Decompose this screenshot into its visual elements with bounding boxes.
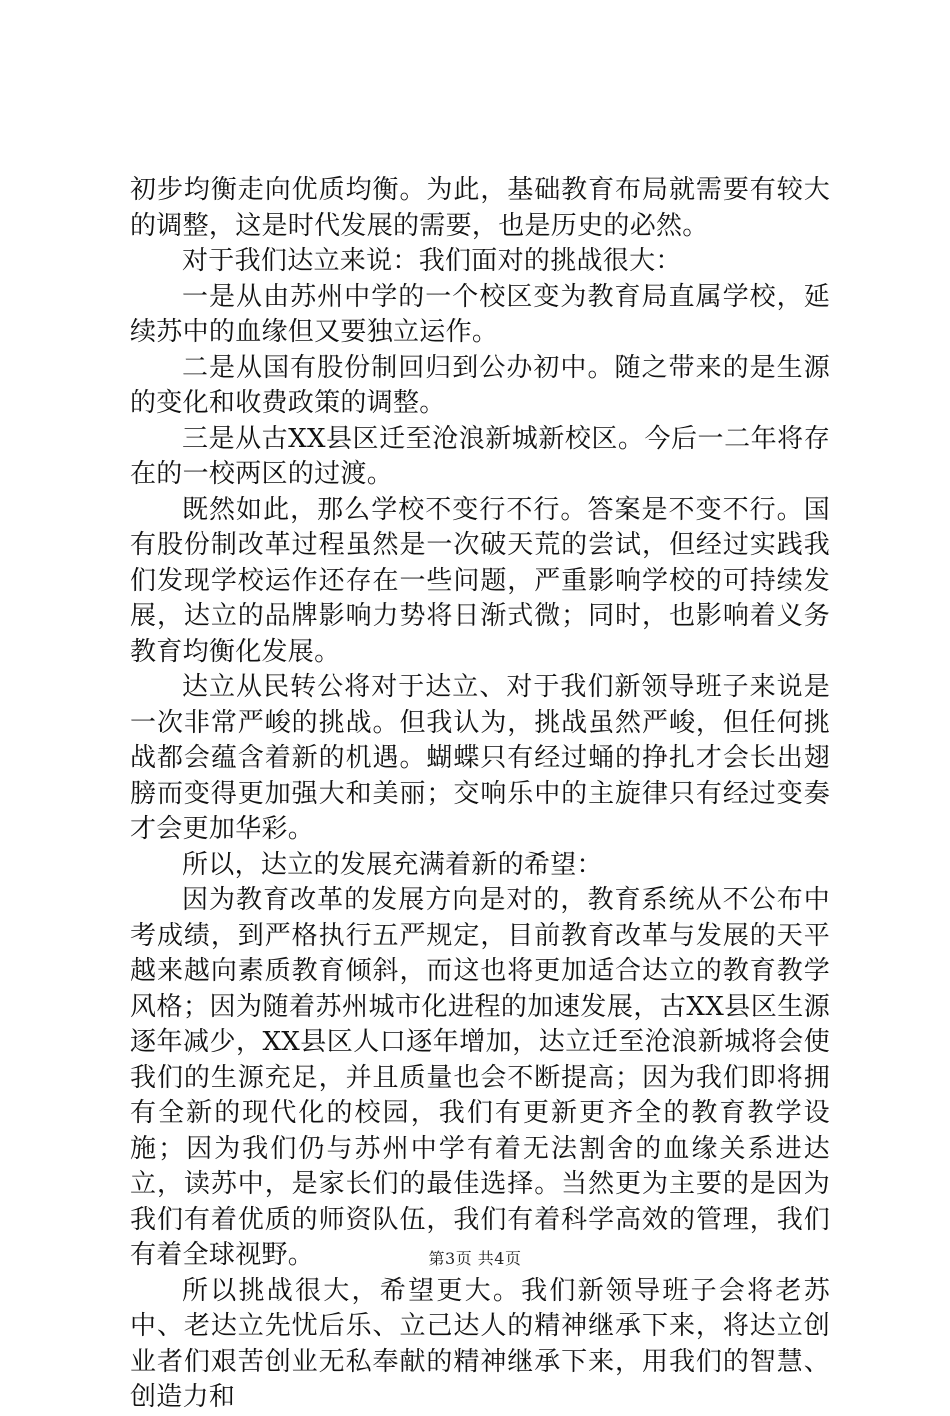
paragraph-conclusion: 所以挑战很大，希望更大。我们新领导班子会将老苏中、老达立先忧后乐、立己达人的精神继承下来，将达立创业者们艰苦创业无私奉献的精神继承下来，用我们的智慧、创造力和	[130, 1275, 830, 1412]
paragraph-hope-intro: 所以，达立的发展充满着新的希望：	[182, 849, 603, 880]
paragraph-continuation: 初步均衡走向优质均衡。为此，基础教育布局就需要有较大的调整，这是时代发展的需要，也是历史的必然。	[130, 175, 830, 241]
paragraph-challenge-three: 三是从古XX县区迁至沧浪新城新校区。今后一二年将存在的一校两区的过渡。	[130, 423, 830, 489]
page-number-footer: 第3页 共4页	[428, 1249, 522, 1268]
document-body	[130, 173, 830, 1416]
paragraph-challenge-two: 二是从国有股份制回归到公办初中。随之带来的是生源的变化和收费政策的调整。	[130, 352, 830, 418]
paragraph-opportunity: 达立从民转公将对于达立、对于我们新领导班子来说是一次非常严峻的挑战。但我认为，挑战虽然严峻，但任何挑战都会蕴含着新的机遇。蝴蝶只有经过蛹的挣扎才会长出翅膀而变得更加强大和美丽；交响乐中的主旋律只有经过变奏才会更加华彩。	[130, 672, 830, 844]
paragraph-challenge-one: 一是从由苏州中学的一个校区变为教育局直属学校，延续苏中的血缘但又要独立运作。	[130, 281, 830, 347]
paragraph-reasons: 因为教育改革的发展方向是对的，教育系统从不公布中考成绩，到严格执行五严规定，目前教育改革与发展的天平越来越向素质教育倾斜，而这也将更加适合达立的教育教学风格；因为随着苏州城市化进程的加速发展，古XX县区生源逐年减少，XX县区人口逐年增加，达立迁至沧浪新城将会使我们的生源充足，并且质量也会不断提高；因为我们即将拥有全新的现代化的校园，我们有更新更齐全的教育教学设施；因为我们仍与苏州中学有着无法割舍的血缘关系进达立，读苏中，是家长们的最佳选择。当然更为主要的是因为我们有着优质的师资队伍，我们有着科学高效的管理，我们有着全球视野。	[130, 885, 830, 1270]
paragraph-change-needed: 既然如此，那么学校不变行不行。答案是不变不行。国有股份制改革过程虽然是一次破天荒的尝试，但经过实践我们发现学校运作还存在一些问题，严重影响学校的可持续发展，达立的品牌影响力势将日渐式微；同时，也影响着义务教育均衡化发展。	[130, 494, 830, 667]
paragraph-challenge-intro: 对于我们达立来说：我们面对的挑战很大：	[182, 246, 682, 276]
